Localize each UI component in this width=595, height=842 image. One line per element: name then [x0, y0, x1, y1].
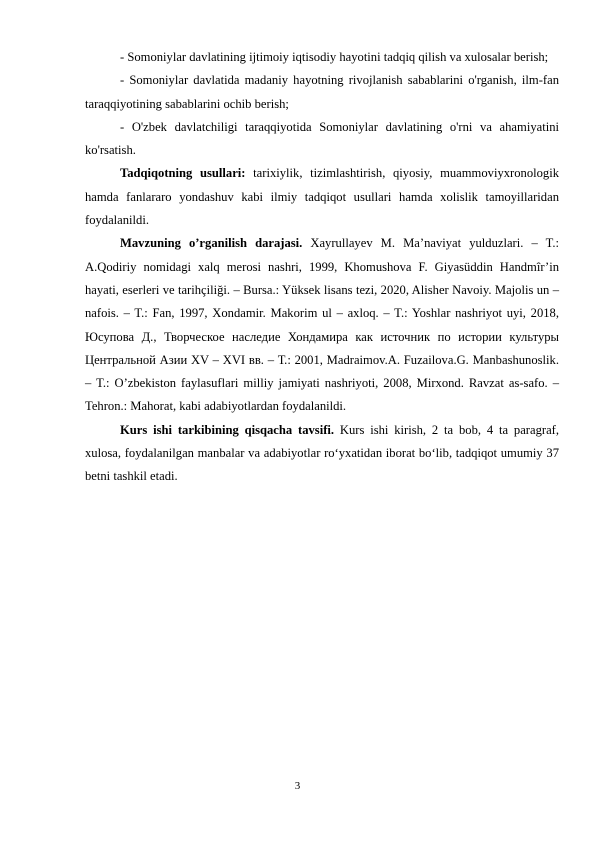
goal-paragraph-1 [85, 46, 559, 69]
page-body [85, 46, 559, 489]
methods-paragraph [85, 162, 559, 232]
structure-heading: Kurs ishi tarkibining qisqacha tavsifi. [120, 422, 335, 437]
goal-3-text: - O'zbek davlatchiligi taraqqiyotida Somoniylar davlatining o'rni va ahamiyatini ko'rsatish. [85, 119, 559, 158]
structure-text: Kurs ishi kirish, 2 ta bob, 4 ta paragraf, xulosa, foydalanilgan manbalar va adabiyotlar ro‘yxatidan iborat bo‘lib, tadqiqot umumiy 37 betni tashkil etadi. [85, 422, 559, 484]
literature-review-heading: Mavzuning o’rganilish darajasi. [120, 236, 303, 251]
literature-review-text: Xayrullayev M. Ma’naviyat yulduzlari. – T.: A.Qodiriy nomidagi xalq merosi nashri, 1999, Khomushova F. Giyasüddin Handmîr’in hayati, eserleri ve tarihçiliği. – Bursa.: Yüksek lisans tezi, 2020, Alisher Navoiy. Majolis un – nafois. – T.: Fan, 1997, Xondamir. Makorim ul – axloq. – T.: Yoshlar nashriyot uyi, 2018, Юсупова Д., Творческое наследие Хондамира как источник по истории культуры Центральной Азии XV – XVI вв. – Т.: 2001, Madraimov.A. Fuzailova.G. Manbashunoslik. – T.: O’zbekiston faylasuflari milliy jamiyati nashriyoti, 2008, Mirxond. Ravzat as-safo. – Tehron.: Mahorat, kabi adabiyotlardan foydalanildi. [85, 236, 559, 414]
methods-heading: Tadqiqotning usullari: [120, 166, 246, 181]
goal-paragraph-3 [85, 116, 559, 163]
structure-paragraph [85, 419, 559, 489]
page-number: 3 [294, 780, 301, 792]
literature-review-paragraph [85, 232, 559, 418]
methods-text: tarixiylik, tizimlashtirish, qiyosiy, muammoviyxronologik hamda fanlararo yondashuv kabi ilmiy tadqiqot usullari hamda xolislik tamoyillaridan foydalanildi. [85, 166, 560, 228]
goal-paragraph-2 [85, 69, 559, 116]
goal-1-text: - Somoniylar davlatining ijtimoiy iqtisodiy hayotini tadqiq qilish va xulosalar berish; [120, 50, 549, 64]
goal-2-text: - Somoniylar davlatida madaniy hayotning rivojlanish sabablarini o'rganish, ilm-fan taraqqiyotining sabablarini ochib berish; [85, 73, 559, 111]
